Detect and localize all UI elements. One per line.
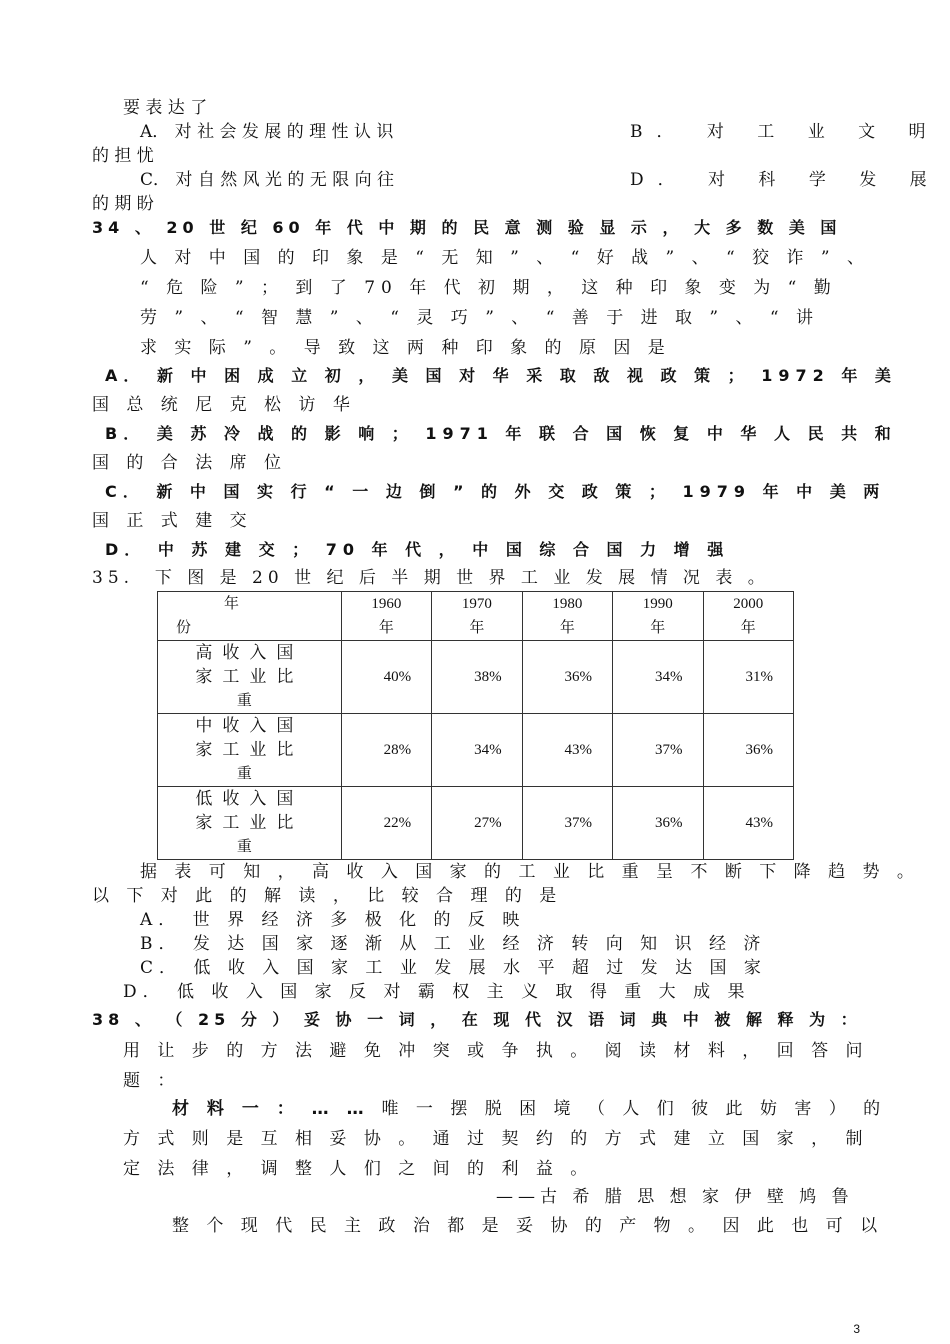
table-cell: 22% bbox=[341, 787, 431, 860]
q34-stem-line5: 求 实 际 ” 。 导 致 这 两 种 印 象 的 原 因 是 bbox=[140, 338, 671, 358]
q34-option-a: A． 新 中 困 成 立 初 ， 美 国 对 华 采 取 敌 视 政 策 ； 1972 年 美 bbox=[105, 366, 897, 385]
table-cell: 36% bbox=[613, 787, 703, 860]
table-cell: 36% bbox=[703, 714, 794, 787]
q33-option-b: B． 对 工 业 文 明 bbox=[630, 122, 940, 142]
table-cell: 37% bbox=[613, 714, 703, 787]
table-cell: 27% bbox=[432, 787, 522, 860]
table-cell: 34% bbox=[613, 641, 703, 714]
q35-option-b: B． 发 达 国 家 逐 渐 从 工 业 经 济 转 向 知 识 经 济 bbox=[140, 934, 767, 954]
q38-material1-line2: 方 式 则 是 互 相 妥 协 。 通 过 契 约 的 方 式 建 立 国 家 ， 制 bbox=[123, 1129, 869, 1149]
page-number: 3 bbox=[853, 1322, 860, 1336]
q34-option-d: D． 中 苏 建 交 ； 70 年 代 ， 中 国 综 合 国 力 增 强 bbox=[105, 540, 730, 559]
q33-option-c: C． 对 自 然 风 光 的 无 限 向 往 bbox=[140, 170, 395, 190]
header-year: 1990 年 bbox=[613, 592, 703, 641]
table-cell: 28% bbox=[341, 714, 431, 787]
q33-option-a: A． 对 社 会 发 展 的 理 性 认 识 bbox=[140, 122, 394, 142]
q34-stem-line2: 人 对 中 国 的 印 象 是 “ 无 知 ” 、 “ 好 战 ” 、 “ 狡 诈 ” 、 bbox=[140, 248, 871, 268]
q33-option-d: D． 对 科 学 发 展 bbox=[630, 170, 941, 190]
q38-stem-line2: 用 让 步 的 方 法 避 免 冲 突 或 争 执 。 阅 读 材 料 ， 回 答 问 bbox=[123, 1041, 869, 1061]
row-label-middle-income: 中收入国 家工业比 重 bbox=[158, 714, 342, 787]
table-cell: 40% bbox=[341, 641, 431, 714]
header-year: 1980 年 bbox=[522, 592, 612, 641]
corner-year-label: 年 bbox=[224, 596, 240, 612]
material1-text: 唯 一 摆 脱 困 境 （ 人 们 彼 此 妨 害 ） 的 bbox=[381, 1099, 887, 1119]
table-row bbox=[158, 714, 794, 787]
header-year: 2000 年 bbox=[703, 592, 794, 641]
q38-material2-line1: 整 个 现 代 民 主 政 治 都 是 妥 协 的 产 物 。 因 此 也 可 以 bbox=[172, 1216, 884, 1236]
q33-option-b-tail: 的 担 忧 bbox=[92, 146, 154, 166]
table-cell: 43% bbox=[522, 714, 612, 787]
q35-option-d: D． 低 收 入 国 家 反 对 霸 权 主 义 取 得 重 大 成 果 bbox=[123, 982, 751, 1002]
header-year: 1970 年 bbox=[432, 592, 522, 641]
industry-share-table bbox=[157, 591, 794, 860]
row-label-low-income: 低收入国 家工业比 重 bbox=[158, 787, 342, 860]
corner-unit-label: 份 bbox=[176, 620, 192, 636]
table-row bbox=[158, 787, 794, 860]
q33-stem-tail: 要 表 达 了 bbox=[123, 98, 208, 118]
q34-option-b-cont: 国 的 合 法 席 位 bbox=[92, 453, 288, 473]
table-row bbox=[158, 641, 794, 714]
material1-label: 材 料 一 ： … … bbox=[172, 1099, 382, 1119]
q34-option-b: B． 美 苏 冷 战 的 影 响 ； 1971 年 联 合 国 恢 复 中 华 人 民 共 和 bbox=[105, 424, 897, 443]
header-year: 1960 年 bbox=[341, 592, 431, 641]
q35-analysis-line1: 据 表 可 知 ， 高 收 入 国 家 的 工 业 比 重 呈 不 断 下 降 趋 势 。 bbox=[140, 862, 920, 882]
table-cell: 37% bbox=[522, 787, 612, 860]
q38-stem-line3: 题 ： bbox=[123, 1071, 181, 1091]
q33-option-d-tail: 的 期 盼 bbox=[92, 194, 154, 214]
q35-option-a: A． 世 界 经 济 多 极 化 的 反 映 bbox=[140, 910, 526, 930]
q35-option-c: C． 低 收 入 国 家 工 业 发 展 水 平 超 过 发 达 国 家 bbox=[140, 958, 767, 978]
q34-stem-line3: “ 危 险 ” ； 到 了 70 年 代 初 期 ， 这 种 印 象 变 为 “ 勤 bbox=[140, 278, 837, 298]
table-cell: 38% bbox=[432, 641, 522, 714]
table-cell: 36% bbox=[522, 641, 612, 714]
table-cell: 31% bbox=[703, 641, 794, 714]
q38-material1-line1 bbox=[172, 1098, 886, 1120]
q34-option-c-cont: 国 正 式 建 交 bbox=[92, 511, 253, 531]
table-cell: 43% bbox=[703, 787, 794, 860]
q34-stem-line4: 劳 ” 、 “ 智 慧 ” 、 “ 灵 巧 ” 、 “ 善 于 进 取 ” 、 “ 讲 bbox=[140, 308, 820, 328]
q38-material1-line3: 定 法 律 ， 调 整 人 们 之 间 的 利 益 。 bbox=[123, 1159, 594, 1179]
q34-option-c: C． 新 中 国 实 行 “ 一 边 倒 ” 的 外 交 政 策 ； 1979 年 中 美 两 bbox=[105, 482, 886, 501]
q35-stem: 35. 下 图 是 20 世 纪 后 半 期 世 界 工 业 发 展 情 况 表 。 bbox=[92, 568, 770, 588]
table-cell: 34% bbox=[432, 714, 522, 787]
q38-stem-line1: 38 、 （ 25 分 ） 妥 协 一 词 ， 在 现 代 汉 语 词 典 中 被 解 释 为 ： bbox=[92, 1010, 862, 1029]
q38-material1-source: ——古 希 腊 思 想 家 伊 壁 鸠 鲁 bbox=[496, 1187, 854, 1207]
q34-stem-line1: 34 、 20 世 纪 60 年 代 中 期 的 民 意 测 验 显 示 ， 大 多 数 美 国 bbox=[92, 218, 842, 237]
row-label-high-income: 高收入国 家工业比 重 bbox=[158, 641, 342, 714]
q34-option-a-cont: 国 总 统 尼 克 松 访 华 bbox=[92, 395, 356, 415]
q35-analysis-line2: 以 下 对 此 的 解 读 ， 比 较 合 理 的 是 bbox=[92, 886, 563, 906]
table-corner bbox=[158, 592, 342, 641]
